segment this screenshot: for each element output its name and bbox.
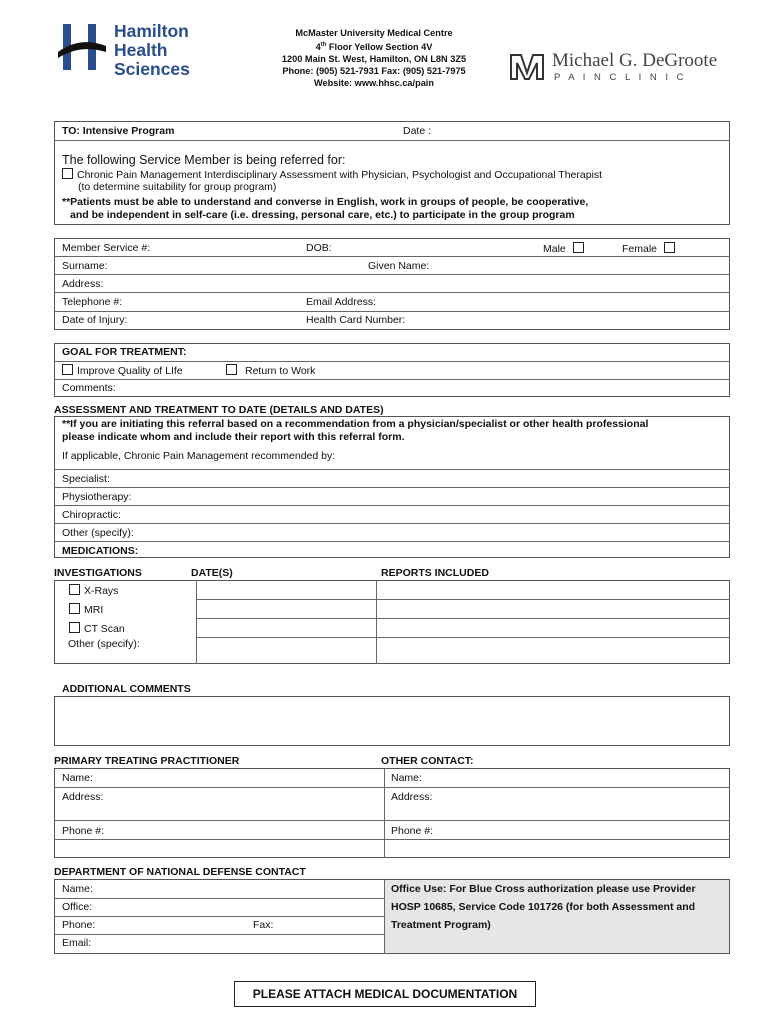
reports-header: REPORTS INCLUDED <box>381 567 489 579</box>
dnd-title: DEPARTMENT OF NATIONAL DEFENSE CONTACT <box>54 866 306 878</box>
attach-docs-text: PLEASE ATTACH MEDICAL DOCUMENTATION <box>252 987 518 1001</box>
date-label: Date : <box>403 125 432 137</box>
xray-option[interactable]: X-Rays <box>69 584 118 597</box>
header-address-block <box>250 27 498 89</box>
goal-return[interactable]: Return to Work <box>226 364 315 377</box>
dnd-fax-label: Fax: <box>253 919 274 931</box>
email-label: Email Address: <box>306 296 377 308</box>
requirements-note-1: **Patients must be able to understand and converse in English, work in groups of people, be cooperative, <box>62 196 589 208</box>
primary-phone-label: Phone #: <box>62 825 105 837</box>
mri-checkbox[interactable] <box>69 603 80 614</box>
other-contact-title: OTHER CONTACT: <box>381 755 474 767</box>
centre-name: McMaster University Medical Centre <box>295 28 453 38</box>
hhs-logo-word2: Health <box>114 40 168 60</box>
hhs-logo <box>56 21 196 79</box>
dnd-phone-label: Phone: <box>62 919 96 931</box>
assessment-note-1: **If you are initiating this referral based on a recommendation from a physician/specialist or other health professional <box>62 418 649 430</box>
goal-quality[interactable]: Improve Quality of LIfe <box>62 364 183 377</box>
hhs-logo-word1: Hamilton <box>114 21 189 41</box>
referral-checkbox[interactable] <box>62 168 73 179</box>
physio-label: Physiotherapy: <box>62 491 132 503</box>
primary-address-label: Address: <box>62 791 104 803</box>
pain-clinic-logo-icon <box>509 51 545 83</box>
additional-comments-box[interactable] <box>54 696 730 746</box>
investigations-table <box>54 580 730 664</box>
goal-title: GOAL FOR TREATMENT: <box>62 346 187 358</box>
female-option[interactable]: Female <box>622 242 679 255</box>
dnd-office-label: Office: <box>62 901 93 913</box>
requirements-note-2: and be independent in self-care (i.e. dressing, personal care, etc.) to participate in the group program <box>70 209 575 221</box>
ctscan-checkbox[interactable] <box>69 622 80 633</box>
ctscan-option[interactable]: CT Scan <box>69 622 125 635</box>
floor-line: 4th Floor Yellow Section 4V <box>315 42 433 53</box>
chiro-label: Chiropractic: <box>62 509 121 521</box>
primary-name-label: Name: <box>62 772 93 784</box>
referral-option-note: (to determine suitability for group program) <box>78 181 277 193</box>
specialist-label: Specialist: <box>62 473 110 485</box>
website: Website: www.hhsc.ca/pain <box>314 78 434 89</box>
other-phone-label: Phone #: <box>391 825 434 837</box>
given-name-label: Given Name: <box>368 260 430 272</box>
health-card-label: Health Card Number: <box>306 314 406 326</box>
xray-checkbox[interactable] <box>69 584 80 595</box>
injury-date-label: Date of Injury: <box>62 314 128 326</box>
assessment-title: ASSESSMENT AND TREATMENT TO DATE (DETAILS AND DATES) <box>54 404 384 416</box>
office-use-line-1: Office Use: For Blue Cross authorization please use Provider <box>391 883 696 895</box>
member-service-label: Member Service #: <box>62 242 151 254</box>
dob-label: DOB: <box>306 242 332 254</box>
other-address-label: Address: <box>391 791 433 803</box>
dates-header: DATE(S) <box>191 567 233 579</box>
phone-fax: Phone: (905) 521-7931 Fax: (905) 521-7975 <box>282 66 466 77</box>
clinic-name: Michael G. DeGroote <box>552 50 718 71</box>
quality-checkbox[interactable] <box>62 364 73 375</box>
mri-option[interactable]: MRI <box>69 603 103 616</box>
dnd-name-label: Name: <box>62 883 93 895</box>
investigations-other: Other (specify): <box>68 638 140 650</box>
address-label: Address: <box>62 278 104 290</box>
to-program: TO: Intensive Program <box>62 125 175 137</box>
hhs-logo-word3: Sciences <box>114 59 190 79</box>
dnd-email-label: Email: <box>62 937 92 949</box>
primary-practitioner-title: PRIMARY TREATING PRACTITIONER <box>54 755 240 767</box>
female-checkbox[interactable] <box>664 242 675 253</box>
other-specify-label: Other (specify): <box>62 527 134 539</box>
other-name-label: Name: <box>391 772 422 784</box>
surname-label: Surname: <box>62 260 108 272</box>
male-option[interactable]: Male <box>543 242 588 255</box>
hhs-logo-icon <box>56 22 108 74</box>
investigations-title: INVESTIGATIONS <box>54 567 142 579</box>
attach-docs-banner <box>234 981 536 1007</box>
assessment-note-2: please indicate whom and include their report with this referral form. <box>62 431 405 443</box>
referral-option[interactable]: Chronic Pain Management Interdisciplinary Assessment with Physician, Psychologist and Occupational Therapist <box>62 168 602 181</box>
office-use-line-2: HOSP 10685, Service Code 101726 (for both Assessment and <box>391 901 696 913</box>
referral-intro: The following Service Member is being referred for: <box>62 153 346 167</box>
medications-label: MEDICATIONS: <box>62 545 139 557</box>
additional-comments-title: ADDITIONAL COMMENTS <box>62 683 191 695</box>
recommended-by-label: If applicable, Chronic Pain Management recommended by: <box>62 450 336 462</box>
clinic-subtitle: P A I N C L I N I C <box>554 72 687 83</box>
male-checkbox[interactable] <box>573 242 584 253</box>
telephone-label: Telephone #: <box>62 296 123 308</box>
office-use-line-3: Treatment Program) <box>391 919 491 931</box>
street-address: 1200 Main St. West, Hamilton, ON L8N 3Z5 <box>281 54 467 65</box>
pain-clinic-logo <box>509 50 724 86</box>
return-checkbox[interactable] <box>226 364 237 375</box>
goal-comments-label: Comments: <box>62 382 116 394</box>
